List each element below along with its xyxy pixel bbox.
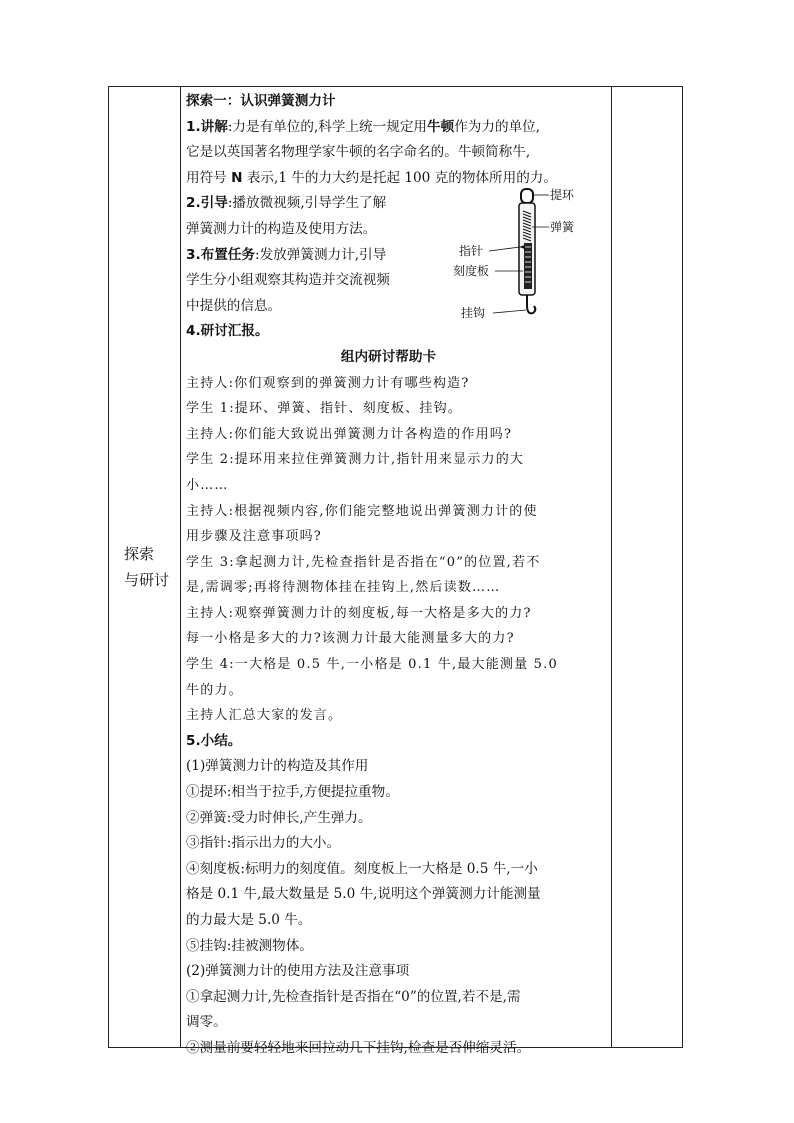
summary-line: 格是 0.1 牛,最大数量是 5.0 牛,说明这个弹簧测力计能测量	[186, 886, 541, 903]
dialog-line: 主持人:观察弹簧测力计的刻度板,每一大格是多大的力?	[186, 605, 532, 621]
summary-heading: 5.小结。	[186, 732, 242, 749]
dialog-line: 每一小格是多大的力?该测力计最大能测量多大的力?	[186, 631, 515, 647]
dialog-line: 用步骤及注意事项吗?	[186, 529, 322, 545]
label-ring: 提环	[550, 188, 575, 202]
stage-label-cell	[109, 87, 180, 1047]
summary-line: (2)弹簧测力计的使用方法及注意事项	[186, 963, 410, 980]
label-spring: 弹簧	[550, 220, 575, 234]
summary-line: ①提环:相当于拉手,方便提拉重物。	[186, 784, 399, 801]
summary-line: ①拿起测力计,先检查指针是否指在“0”的位置,若不是,需	[186, 988, 521, 1005]
dialog-line: 牛的力。	[186, 682, 243, 698]
task-line-1: 3.布置任务:发放弹簧测力计,引导	[186, 246, 387, 263]
dialog-line: 主持人汇总大家的发言。	[186, 708, 343, 724]
section-title: 探索一：认识弹簧测力计	[186, 93, 336, 109]
guide-line-2: 弹簧测力计的构造及使用方法。	[186, 220, 377, 237]
summary-line: ②弹簧:受力时伸长,产生弹力。	[186, 809, 372, 826]
summary-line: ③指针:指示出力的大小。	[186, 835, 341, 852]
dialog-line: 学生 4:一大格是 0.5 牛,一小格是 0.1 牛,最大能测量 5.0	[186, 657, 558, 673]
explain-line-1: 1.讲解:力是有单位的,科学上统一规定用牛顿作为力的单位,	[186, 118, 541, 135]
dialog-line: 主持人:根据视频内容,你们能完整地说出弹簧测力计的使	[186, 503, 538, 519]
summary-line: ②测量前要轻轻地来回拉动几下挂钩,检查是否伸缩灵活。	[186, 1039, 531, 1056]
stage-label	[120, 541, 169, 593]
dialog-line: 学生 1:提环、弹簧、指针、刻度板、挂钩。	[186, 401, 462, 417]
dialog-line: 学生 3:拿起测力计,先检查指针是否指在“0”的位置,若不	[186, 554, 541, 570]
report-heading: 4.研讨汇报。	[186, 323, 269, 340]
dialog-line: 主持人:你们观察到的弹簧测力计有哪些构造?	[186, 375, 470, 391]
summary-line: 的力最大是 5.0 牛。	[186, 912, 312, 928]
dialog-line: 小……	[186, 477, 229, 493]
stage-label-line-2: 与研讨	[123, 571, 169, 589]
dialog-line: 主持人:你们能大致说出弹簧测力计各构造的作用吗?	[186, 426, 513, 442]
hook-shape	[527, 305, 535, 313]
lesson-table	[108, 86, 683, 1056]
label-pointer: 指针	[459, 244, 484, 258]
explain-line-2: 它是以英国著名物理学家牛顿的名字命名的。牛顿简称牛,	[186, 144, 531, 161]
stage-label-line-1: 探索	[123, 545, 154, 563]
summary-line: ④刻度板:标明力的刻度值。刻度板上一大格是 0.5 牛,一小	[186, 860, 538, 877]
ring-shape	[521, 189, 533, 203]
label-hook: 挂钩	[461, 306, 486, 320]
dialog-line: 学生 2:提环用来拉住弹簧测力计,指针用来显示力的大	[186, 452, 525, 468]
task-line-2: 学生分小组观察其构造并交流视频	[186, 272, 390, 289]
explain-line-3: 用符号 N 表示,1 牛的力大约是托起 100 克的物体所用的力。	[186, 169, 557, 186]
summary-line: (1)弹簧测力计的构造及其作用	[186, 758, 369, 775]
column-divider-right	[611, 87, 612, 1047]
summary-line: ⑤挂钩:挂被测物体。	[186, 937, 313, 954]
summary-line: 调零。	[186, 1014, 227, 1031]
guide-line-1: 2.引导:播放微视频,引导学生了解	[186, 195, 387, 212]
label-scale-plate: 刻度板	[453, 264, 490, 278]
help-card-title: 组内研讨帮助卡	[340, 348, 437, 365]
spring-scale-figure	[439, 185, 575, 330]
task-line-3: 中提供的信息。	[186, 297, 282, 314]
dialog-line: 是,需调零;再将待测物体挂在挂钩上,然后读数……	[186, 580, 501, 596]
